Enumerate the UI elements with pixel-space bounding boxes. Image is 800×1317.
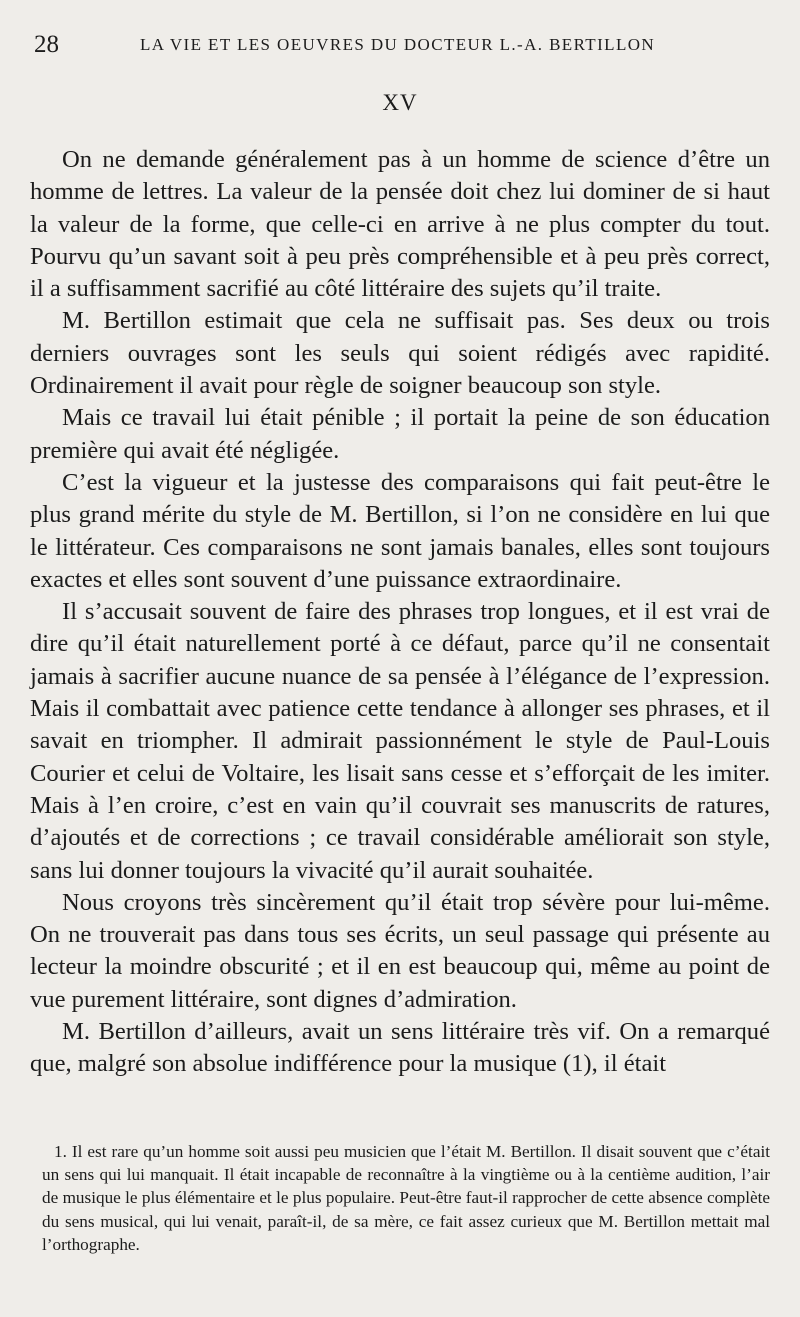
paragraph: C’est la vigueur et la justesse des comparaisons qui fait peut-être le plus grand mérite du style de M. Bertillon, si l’on ne considère en lui que le littérateur. Ces comparaisons ne sont jamais banales, elles sont toujours exactes et elles sont souvent d’une puissance extraordinaire. bbox=[30, 468, 770, 593]
paragraph: M. Bertillon estimait que cela ne suffisait pas. Ses deux ou trois derniers ouvrages sont les seuls qui soient rédigés avec rapidité. Ordinairement il avait pour règle de soigner beaucoup son style. bbox=[30, 307, 770, 400]
paragraph: Nous croyons très sincèrement qu’il était trop sévère pour lui-même. On ne trouverait pas dans tous ses écrits, un seul passage qui présente au lecteur la moindre obscurité ; et il en est beaucoup qui, même au point de vue purement littéraire, sont dignes d’admiration. bbox=[30, 888, 770, 1013]
running-title: LA VIE ET LES OEUVRES DU DOCTEUR L.-A. BERTILLON bbox=[140, 35, 656, 54]
section-number: XV bbox=[382, 90, 418, 115]
paragraph: On ne demande généralement pas à un homme de science d’être un homme de lettres. La valeur de la pensée doit chez lui dominer de si haut la valeur de la forme, que celle-ci en arrive à ne plus compter du tout. Pourvu qu’un savant soit à peu près compréhensible et à peu près correct, il a suffisamment sacrifié au côté littéraire des sujets qu’il traite. bbox=[30, 146, 770, 303]
footnote: 1. Il est rare qu’un homme soit aussi peu musicien que l’était M. Bertillon. Il disait souvent que c’était un sens qui lui manquait. Il était incapable de reconnaître à la vingtième ou à la centième audition, l’air de musique le plus élémentaire et le plus populaire. Peut-être faut-il rapprocher de cette absence complète du sens musical, qui lui venait, paraît-il, de sa mère, ce fait assez curieux que M. Bertillon mettait mal l’orthographe. bbox=[42, 1142, 770, 1254]
body-text bbox=[30, 144, 770, 1081]
paragraph: M. Bertillon d’ailleurs, avait un sens littéraire très vif. On a remarqué que, malgré son absolue indifférence pour la musique (1), il était bbox=[30, 1018, 770, 1078]
paragraph: Il s’accusait souvent de faire des phrases trop longues, et il est vrai de dire qu’il était naturellement porté à ce défaut, parce qu’il ne consentait jamais à sacrifier aucune nuance de sa pensée à l’élégance de l’expression. Mais il combattait avec patience cette tendance à allonger ses phrases, et il savait en triompher. Il admirait passionnément le style de Paul-Louis Courier et celui de Voltaire, les lisait sans cesse et s’efforçait de les imiter. Mais à l’en croire, c’est en vain qu’il couvrait ses manuscrits de ratures, d’ajoutés et de corrections ; ce travail considérable améliorait son style, sans lui donner toujours la vivacité qu’il aurait souhaitée. bbox=[30, 598, 770, 884]
footnotes bbox=[42, 1140, 770, 1256]
page-number: 28 bbox=[34, 31, 59, 58]
paragraph: Mais ce travail lui était pénible ; il portait la peine de son éducation première qui avait été négligée. bbox=[30, 404, 770, 464]
running-head bbox=[34, 30, 760, 60]
